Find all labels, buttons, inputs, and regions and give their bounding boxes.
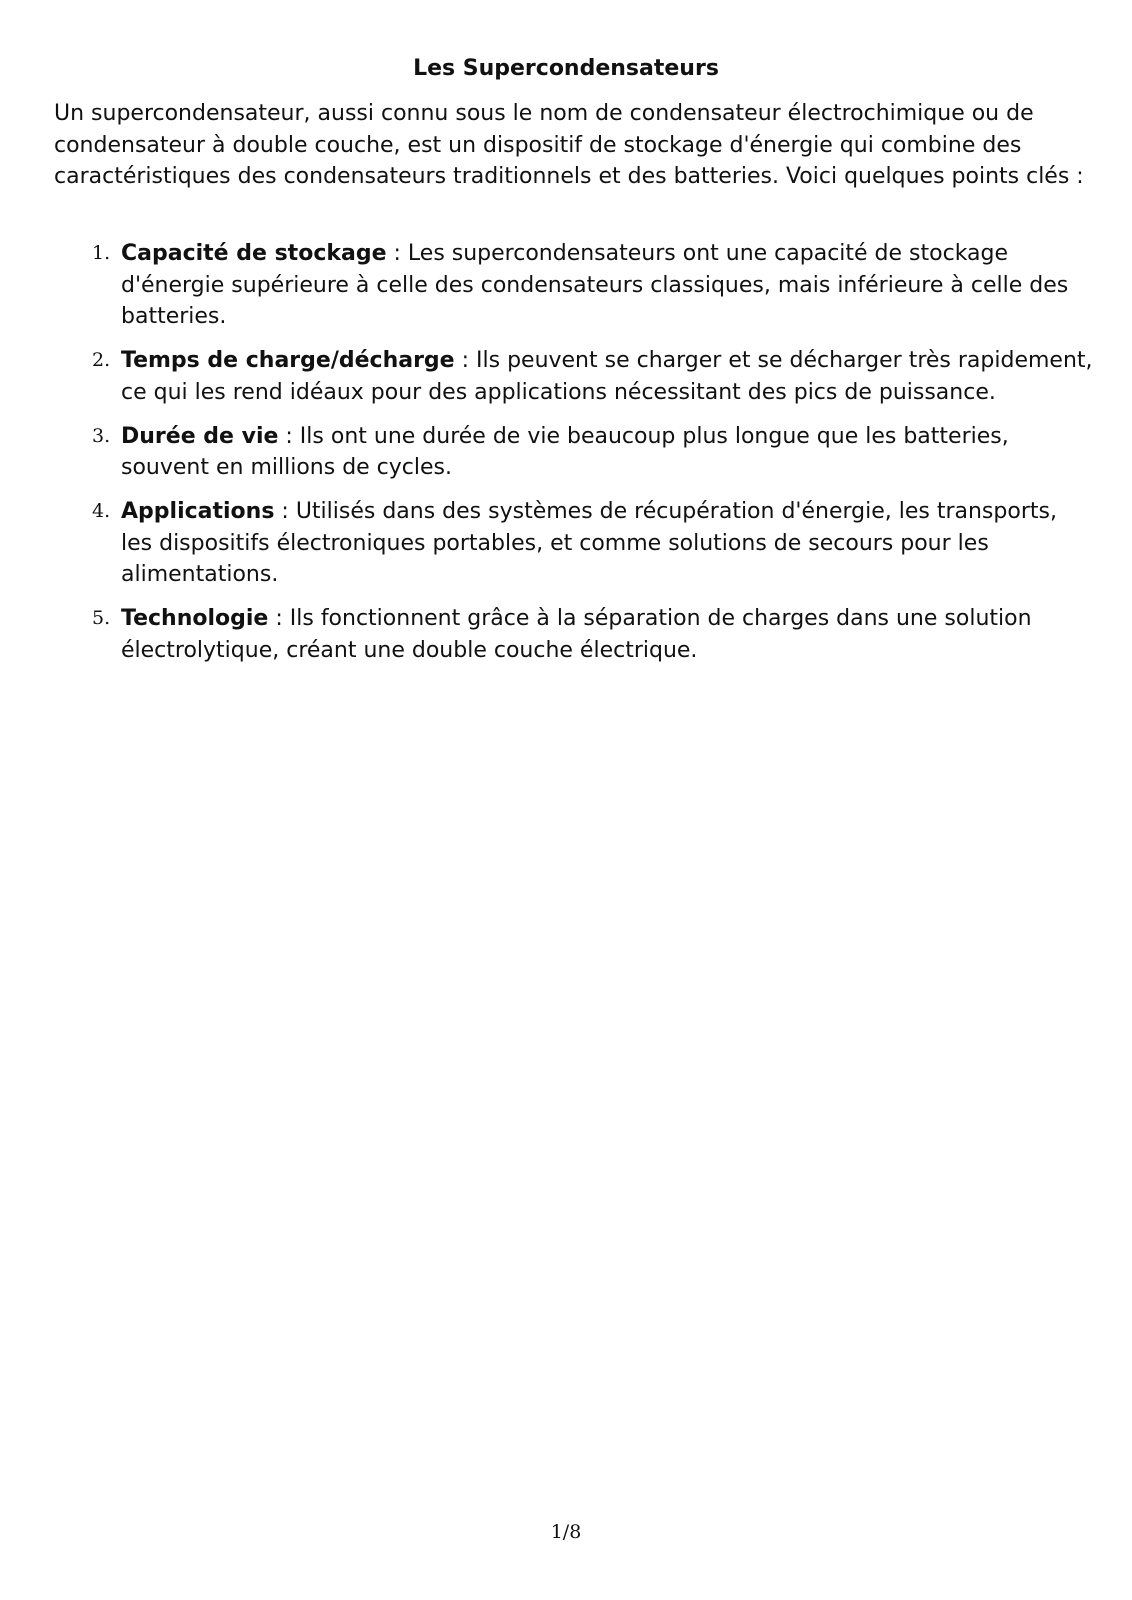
list-item-number: 5. — [92, 607, 111, 629]
list-item-number: 4. — [92, 500, 111, 522]
list-item-text: : Ils peuvent se charger et se décharger très rapidement, ce qui les rend idéaux pour des applications nécessitant des pics de puissance. — [121, 348, 1093, 405]
key-points-list — [54, 238, 1094, 679]
list-item-term: Applications — [121, 499, 275, 524]
list-item-term: Durée de vie — [121, 423, 279, 449]
list-item-term: Technologie — [121, 606, 269, 631]
list-item — [54, 345, 1094, 408]
list-item — [54, 603, 1094, 666]
list-item-number: 2. — [92, 349, 111, 371]
list-item-text: : Les supercondensateurs ont une capacité de stockage d'énergie supérieure à celle des condensateurs classiques, mais inférieure à celle des batteries. — [121, 241, 1069, 329]
list-item — [54, 238, 1094, 333]
list-item — [54, 421, 1094, 484]
intro-paragraph: Un supercondensateur, aussi connu sous le nom de condensateur électrochimique ou de condensateur à double couche, est un dispositif de stockage d'énergie qui combine des caractéristiques des condensateurs traditionnels et des batteries. Voici quelques points clés : — [54, 101, 1084, 189]
list-item-text: : Ils ont une durée de vie beaucoup plus longue que les batteries, souvent en millions de cycles. — [121, 423, 1009, 480]
list-item-number: 1. — [92, 242, 111, 264]
list-item-term: Capacité de stockage — [121, 241, 387, 266]
list-item-text: : Ils fonctionnent grâce à la séparation de charges dans une solution électrolytique, créant une double couche électrique. — [121, 606, 1032, 663]
page-title: Les Supercondensateurs — [413, 56, 719, 81]
list-item — [54, 496, 1094, 591]
list-item-text: : Utilisés dans des systèmes de récupération d'énergie, les transports, les dispositifs électroniques portables, et comme solutions de secours pour les alimentations. — [121, 499, 1057, 587]
list-item-number: 3. — [92, 424, 111, 447]
page-number: 1/8 — [550, 1521, 582, 1543]
list-item-term: Temps de charge/décharge — [121, 348, 455, 373]
